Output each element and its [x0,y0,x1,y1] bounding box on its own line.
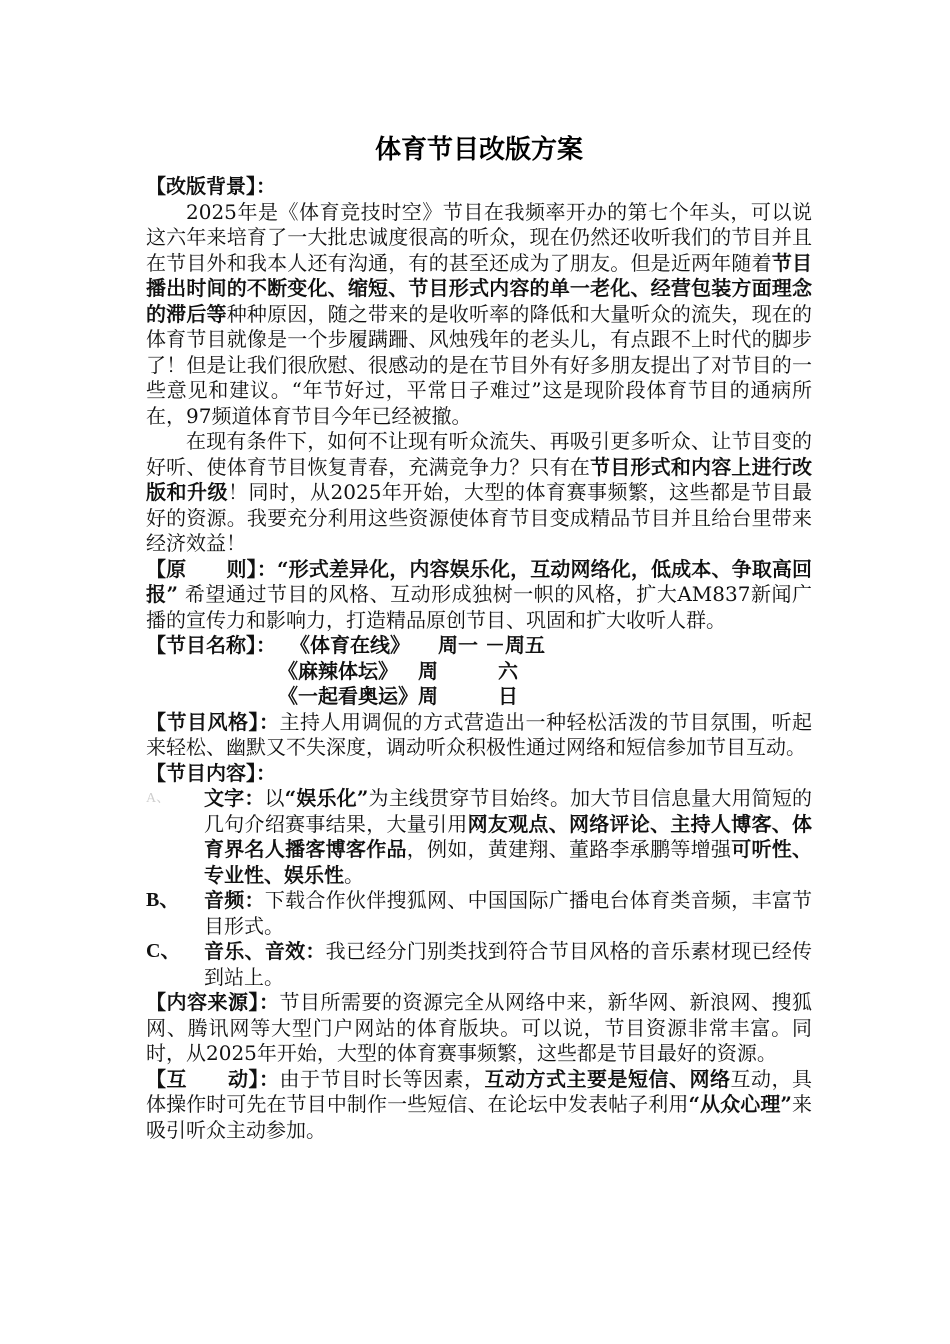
document-title: 体育节目改版方案 [374,135,583,165]
text-run: 下载合作伙伴搜狐网、中国国际广播电台体育类音频，丰富节目形式。 [204,888,813,938]
background-paragraph-2 [146,429,812,557]
background-heading [146,174,812,200]
item-label: 音频： [204,888,265,912]
section-heading: 【内容来源】： [146,990,280,1014]
text-run: 2025年是《体育竞技时空》节目在我频率开办的第七个年头，可以说这六年来培育了一大批忠诚度很高的听众，现在仍然还收听我们的节目并且在节目外和我本人还有沟通，有的甚至还成为了朋友。但是近两年随着 [146,199,812,275]
program-name-row [146,684,812,710]
bold-text-run: 互动方式主要是短信、网络 [484,1066,731,1091]
content-heading [146,761,812,787]
text-run: 在现有条件下，如何不让现有听众流失、再吸引更多听众、让节目变的好听、使体育节目恢复青春，充满竞争力？只有在 [146,429,812,479]
program-days: 周一 －周五 [438,633,545,657]
bold-text-run: 节目形式和内容上进行改版和升级 [146,454,812,504]
program-title: 《麻辣体坛》 [278,658,398,683]
text-run: 为主线贯穿节目始终。加大节目信息量大用简短的几句介绍赛事结果，大量引用 [204,786,813,836]
text-run: 希望通过节目的风格、互动形成独树一帜的风格，扩大AM837新闻广播的宣传力和影响力，打造精品原创节目、巩固和扩大收听人群。 [146,582,812,632]
sources-paragraph [146,990,812,1067]
section-heading: 【互 动】： [146,1066,280,1091]
bold-text-run: “娱乐化” [284,786,369,810]
interaction-paragraph [146,1067,812,1144]
bold-text-run: 节目播出时间的不断变化、缩短、节目形式内容的单一老化、经营包装方面理念的滞后等 [146,250,812,326]
text-run: ，例如，黄建翔、董路李承鹏等增强 [406,837,732,861]
content-item-audio [146,888,812,939]
bold-text-run: “从众心理” [688,1092,792,1116]
text-run: 来吸引听众主动参加。 [146,1092,813,1142]
text-run: 我已经分门别类找到符合节目风格的音乐素材现已经传到站上。 [204,939,813,989]
section-heading: 【节目名称】： [146,633,276,657]
text-run: 节目所需要的资源完全从网络中来，新华网、新浪网、搜狐网、腾讯网等大型门户网站的体育版块。可以说，节目资源非常丰富。同时，从2025年开始，大型的体育赛事频繁，这些都是节目最好的资源。 [146,990,812,1065]
principle-slogan: “形式差异化，内容娱乐化，互动网络化，低成本、争取高回报” [146,556,812,606]
section-heading: 【改版背景】： [146,174,276,198]
section-heading: 【节目风格】： [146,709,280,734]
principle-paragraph [146,557,812,634]
program-title: 《体育在线》 [290,633,410,657]
text-run: 种种原因，随之带来的是收听率的降低和大量听众的流失，现在的体育节目就像是一个步履蹒跚、风烛残年的老头儿，有点跟不上时代的脚步了！但是让我们很欣慰、很感动的是在节目外有好多朋友提出了对节目的一些意见和建议。“年节好过，平常日子难过”这是现阶段体育节目的通病所在，97频道体育节目今年已经被撤。 [146,301,812,428]
text-run: 由于节目时长等因素， [279,1066,485,1091]
item-label: 文字： [204,786,265,810]
list-marker: B、 [146,889,180,911]
text-run: 以 [264,786,285,810]
list-marker: A、 [146,791,171,806]
item-label: 音乐、音效： [204,939,326,963]
list-marker: C、 [146,940,181,962]
document-page [146,128,812,1143]
program-names [146,633,812,710]
text-run: 主持人用调侃的方式营造出一种轻松活泼的节目氛围，听起来轻松、幽默又不失深度，调动听众积极性通过网络和短信参加节目互动。 [146,709,812,759]
bold-text-run: 可听性、专业性、娱乐性 [204,837,813,887]
program-days: 周 日 [418,684,518,708]
style-paragraph [146,710,812,761]
text-run: ！同时，从2025年开始，大型的体育赛事频繁，这些都是节目最好的资源。我要充分利用这些资源使体育节目变成精品节目并且给台里带来经济效益！ [146,480,812,555]
background-paragraph-1 [146,200,812,430]
section-heading: 【原 则】： [146,556,277,581]
content-item-music [146,939,812,990]
section-heading: 【节目内容】： [146,760,276,785]
bold-text-run: 网友观点、网络评论、主持人博客、体育界名人播客博客作品 [204,811,813,861]
program-days: 周 六 [418,658,518,683]
text-run: 互动，具体操作时可先在节目中制作一些短信、在论坛中发表帖子利用 [146,1066,812,1116]
program-name-row [146,633,812,659]
content-item-text [146,786,812,888]
program-name-row [146,659,812,685]
text-run: 。 [344,862,364,887]
program-title: 《一起看奥运》 [278,684,418,708]
